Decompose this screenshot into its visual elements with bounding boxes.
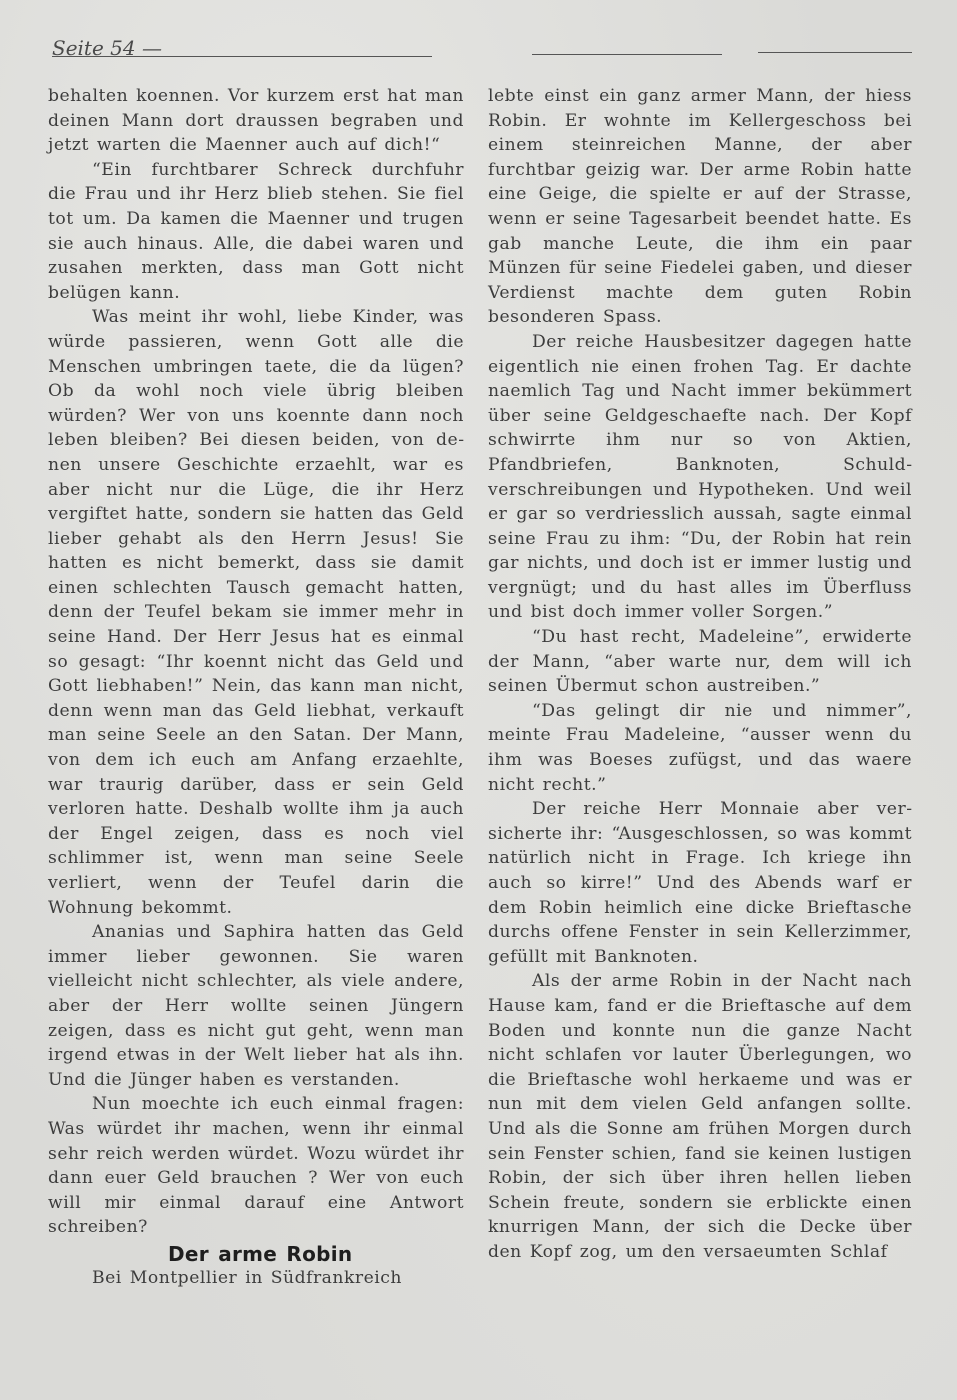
paragraph: lebte einst ein ganz armer Mann, der hiess Robin. Er wohnte im Kellergeschoss bei einem steinreichen Manne, der aber furchtbar geizig war. Der arme Robin hatte eine Geige, die spielte er auf der Strasse, wenn er seine Tagesarbeit beendet hatte. Es gab manche Leute, die ihm ein paar Münzen für seine Fiedelei gaben, und dieser Verdienst machte dem guten Robin besonderen Spass. <box>488 86 912 328</box>
left-column <box>48 84 464 1291</box>
paragraph: behalten koennen. Vor kurzem erst hat man deinen Mann dort draussen begraben und jetzt warten die Maenner auch auf dich!“ <box>48 86 464 156</box>
header-rule <box>52 56 432 57</box>
header-rule <box>758 52 912 53</box>
paragraph: Bei Montpellier in Südfrankreich <box>92 1267 402 1288</box>
page-number: Seite 54 — <box>52 36 162 60</box>
paragraph: “Ein furchtbarer Schreck durchfuhr die Frau und ihr Herz blieb stehen. Sie fiel tot um. Da kamen die Maenner und trugen sie auch hinaus. Alle, die dabei waren und zusahen merkten, dass man Gott nicht belügen kann. <box>48 159 464 303</box>
story-title: Der arme Robin <box>168 1241 353 1266</box>
paragraph: Was meint ihr wohl, liebe Kinder, was würde passieren, wenn Gott alle die Menschen umbringen taete, die da lügen? Ob da wohl noch viele übrig bleiben würden? Wer von uns koennte dann noch leben bleiben? Bei diesen beiden, von denen unsere Geschichte erzaehlt, war es aber nicht nur die Lüge, die ihr Herz vergiftet hatte, sondern sie hatten das Geld lieber gehabt als den Herrn Jesus! Sie hatten es nicht bemerkt, dass sie damit einen schlechten Tausch gemacht hatten, denn der Teufel bekam sie immer mehr in seine Hand. Der Herr Jesus hat es einmal so gesagt: “Ihr koennt nicht das Geld und Gott liebhaben!” Nein, das kann man nicht, denn wenn man das Geld liebhat, verkauft man seine Seele an den Satan. Der Mann, von dem ich euch am Anfang erzaehlte, war traurig darüber, dass er sein Geld verloren hatte. Deshalb wollte ihm ja auch der Engel zeigen, dass es noch viel schlimmer ist, wenn man seine Seele verliert, wenn der Teufel darin die Wohnung bekommt. <box>48 307 464 918</box>
paragraph: Der reiche Herr Monnaie aber versicherte ihr: “Ausgeschlossen, so was kommt natürlich nicht in Frage. Ich kriege ihn auch so kirre!” Und des Abends warf er dem Robin heimlich eine dicke Brieftasche durchs offene Fenster in sein Kellerzimmer, gefüllt mit Banknoten. <box>488 799 912 967</box>
header-rule <box>532 54 722 55</box>
paragraph: “Das gelingt dir nie und nimmer”, meinte Frau Madeleine, “ausser wenn du ihm was Boeses zufügst, und das waere nicht recht.” <box>488 700 912 795</box>
paragraph: “Du hast recht, Madeleine”, erwiderte der Mann, “aber warte nur, dem will ich seinen Übermut schon austreiben.” <box>488 627 912 697</box>
paragraph: Nun moechte ich euch einmal fragen: Was würdet ihr machen, wenn ihr einmal sehr reich werden würdet. Wozu würdet ihr dann euer Geld brauchen ? Wer von euch will mir einmal darauf eine Antwort schreiben? <box>48 1094 464 1238</box>
right-column <box>488 84 912 1265</box>
paragraph: Als der arme Robin in der Nacht nach Hause kam, fand er die Brieftasche auf dem Boden und konnte nun die ganze Nacht nicht schlafen vor lauter Überlegungen, wo die Brieftasche wohl herkaeme und was er nun mit dem vielen Geld anfangen sollte. Und als die Sonne am frühen Morgen durch sein Fenster schien, fand sie keinen lustigen Robin, der sich über ihren hellen lieben Schein freute, sondern sie erblickte einen knurrigen Mann, der sich die Decke über den Kopf zog, um den versaeumten Schlaf <box>488 971 912 1262</box>
page-header <box>52 32 912 62</box>
paragraph: Der reiche Hausbesitzer dagegen hatte eigentlich nie einen frohen Tag. Er dachte naemlich Tag und Nacht immer bekümmert über seine Geldgeschaefte nach. Der Kopf schwirrte ihm nur so von Aktien, Pfandbriefen, Banknoten, Schuldverschreibungen und Hypotheken. Und weil er gar so verdriesslich aussah, sagte einmal seine Frau zu ihm: “Du, der Robin hat rein gar nichts, und doch ist er immer lustig und vergnügt; und du hast alles im Überfluss und bist doch immer voller Sorgen.” <box>488 331 912 623</box>
paragraph: Ananias und Saphira hatten das Geld immer lieber gewonnen. Sie waren vielleicht nicht schlechter, als viele andere, aber der Herr wollte seinen Jüngern zeigen, dass es nicht gut geht, wenn man irgend etwas in der Welt lieber hat als ihn. Und die Jünger haben es verstanden. <box>48 922 464 1090</box>
